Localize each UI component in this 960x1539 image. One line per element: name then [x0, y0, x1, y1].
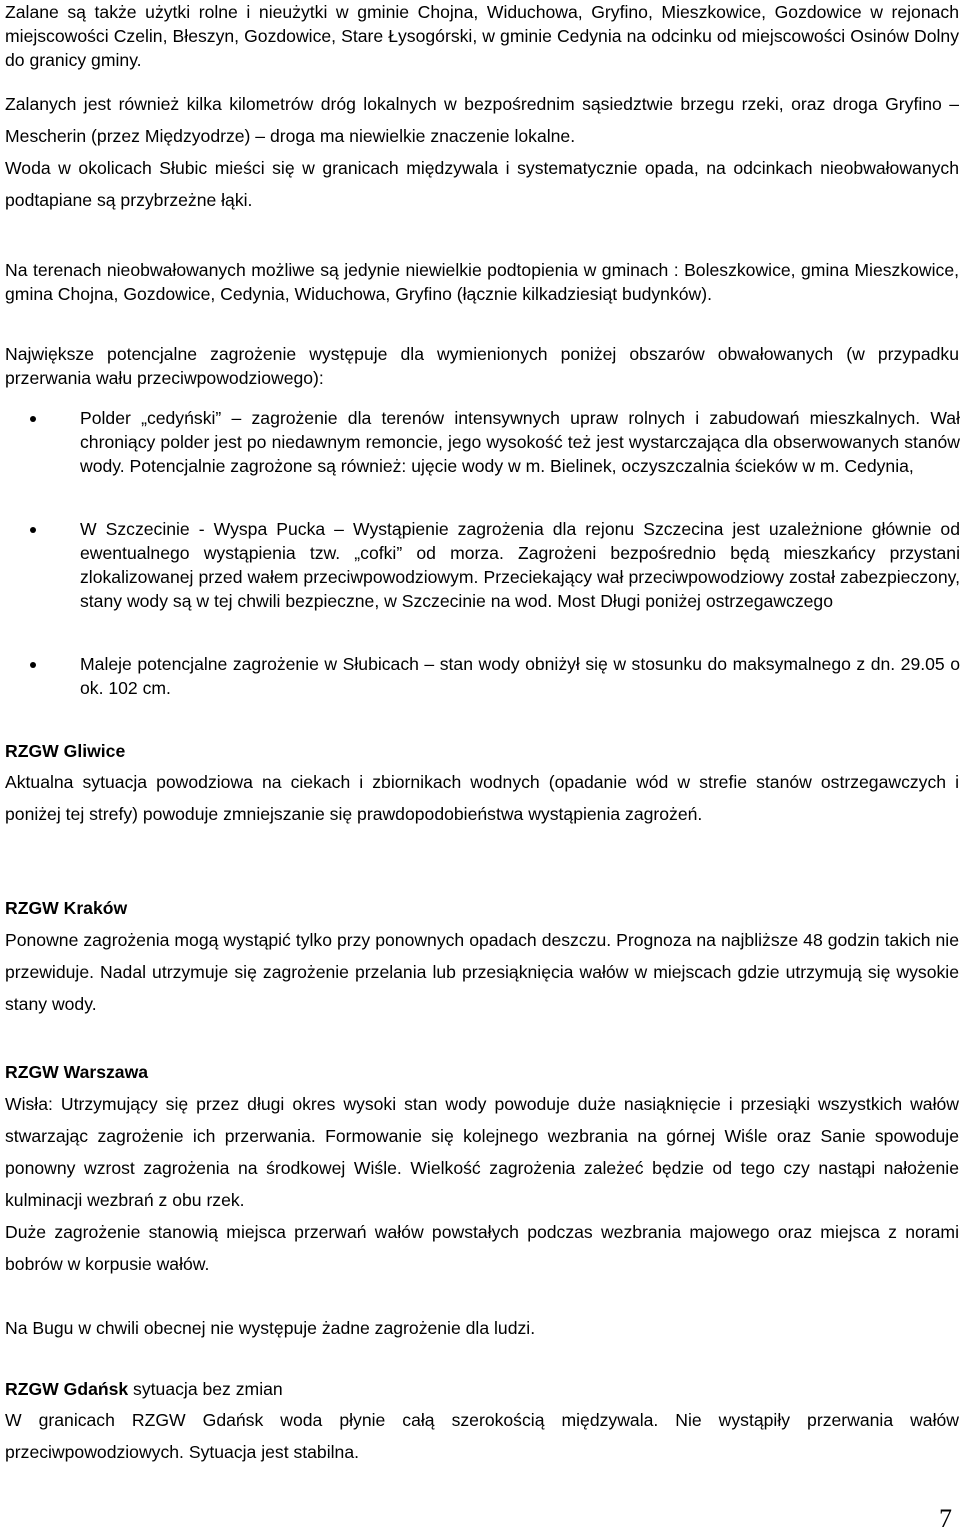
paragraph-warszawa-bug: Na Bugu w chwili obecnej nie występuje żadne zagrożenie dla ludzi.	[5, 1318, 536, 1338]
bullet-text: W Szczecinie - Wyspa Pucka – Wystąpienie zagrożenia dla rejonu Szczecina jest uzależnione głównie od ewentualnego wystąpienia tzw. „cofki” od morza. Zagrożeni bezpośrednio będą mieszkańcy przystani zlokalizowanej przed wałem przeciwpowodziowym. Przeciekający wał przeciwpowodziowy został zabezpieczony, stany wody są w tej chwili bezpieczne, w Szczecinie na wod. Most Długi poniżej ostrzegawczego	[80, 519, 960, 611]
paragraph-zalanych-drogi: Zalanych jest również kilka kilometrów dróg lokalnych w bezpośrednim sąsiedztwie brzegu rzeki, oraz droga Gryfino – Mescherin (przez Międzyodrze) – droga ma niewielkie znaczenie lokalne.	[5, 94, 959, 146]
paragraph-gliwice: Aktualna sytuacja powodziowa na ciekach i zbiornikach wodnych (opadanie wód w strefie stanów ostrzegawczych i poniżej tej strefy) powoduje zmniejszanie się prawdopodobieństwa wystąpienia zagrożeń.	[5, 772, 959, 824]
paragraph-zalane: Zalane są także użytki rolne i nieużytki w gminie Chojna, Widuchowa, Gryfino, Mieszkowice, Gozdowice w rejonach miejscowości Czelin, Błeszyn, Gozdowice, Stare Łysogórski, w gminie Cedynia na odcinku od miejscowości Osinów Dolny do granicy gminy.	[5, 2, 959, 70]
heading-rzgw-gdansk-line	[5, 1377, 959, 1401]
paragraph-gdansk: W granicach RZGW Gdańsk woda płynie całą szerokością międzywala. Nie wystąpiły przerwania wałów przeciwpowodziowych. Sytuacja jest stabilna.	[5, 1410, 959, 1462]
bullet-icon	[30, 527, 36, 533]
page-number: 7	[939, 1504, 952, 1533]
bullet-text: Maleje potencjalne zagrożenie w Słubicach – stan wody obniżył się w stosunku do maksymalnego z dn. 29.05 o ok. 102 cm.	[80, 654, 960, 698]
bullet-icon	[30, 416, 36, 422]
paragraph-woda-slubice: Woda w okolicach Słubic mieści się w granicach międzywala i systematycznie opada, na odcinkach nieobwałowanych podtapiane są przybrzeżne łąki.	[5, 158, 959, 210]
heading-rzgw-krakow: RZGW Kraków	[5, 898, 128, 918]
paragraph-warszawa-przerwania: Duże zagrożenie stanowią miejsca przerwań wałów powstałych podczas wezbrania majowego oraz miejsca z norami bobrów w korpusie wałów.	[5, 1222, 959, 1274]
paragraph-krakow: Ponowne zagrożenia mogą wystąpić tylko przy ponownych opadach deszczu. Prognoza na najbliższe 48 godzin takich nie przewiduje. Nadal utrzymuje się zagrożenie przelania lub przesiąknięcia wałów w miejscach gdzie utrzymują się wysokie stany wody.	[5, 930, 959, 1014]
bullet-text: Polder „cedyński” – zagrożenie dla terenów intensywnych upraw rolnych i zabudowań mieszkalnych. Wał chroniący polder jest po niedawnym remoncie, jego wysokość też jest wystarczająca dla obserwowanych stanów wody. Potencjalnie zagrożone są również: ujęcie wody w m. Bielinek, oczyszczalnia ścieków w m. Cedynia,	[80, 408, 960, 476]
heading-rzgw-warszawa: RZGW Warszawa	[5, 1062, 149, 1082]
paragraph-nieobwalowane: Na terenach nieobwałowanych możliwe są jedynie niewielkie podtopienia w gminach : Boleszkowice, gmina Mieszkowice, gmina Chojna, Gozdowice, Cedynia, Widuchowa, Gryfino (łącznie kilkadziesiąt budynków).	[5, 260, 959, 304]
gdansk-status: sytuacja bez zmian	[128, 1379, 283, 1399]
bullet-icon	[30, 662, 36, 668]
paragraph-najwieksze-zagrozenie: Największe potencjalne zagrożenie występuje dla wymienionych poniżej obszarów obwałowanych (w przypadku przerwania wału przeciwpowodziowego):	[5, 344, 959, 388]
paragraph-warszawa-wisla: Wisła: Utrzymujący się przez długi okres wysoki stan wody powoduje duże nasiąknięcie i przesiąki wszystkich wałów stwarzając zagrożenie ich przerwania. Formowanie się kolejnego wezbrania na górnej Wiśle oraz Sanie spowoduje ponowny wzrost zagrożenia na środkowej Wiśle. Wielkość zagrożenia zależeć będzie od tego czy nastąpi nałożenie kulminacji wezbrań z obu rzek.	[5, 1094, 959, 1210]
heading-rzgw-gdansk: RZGW Gdańsk	[5, 1379, 129, 1399]
heading-rzgw-gliwice: RZGW Gliwice	[5, 741, 126, 761]
